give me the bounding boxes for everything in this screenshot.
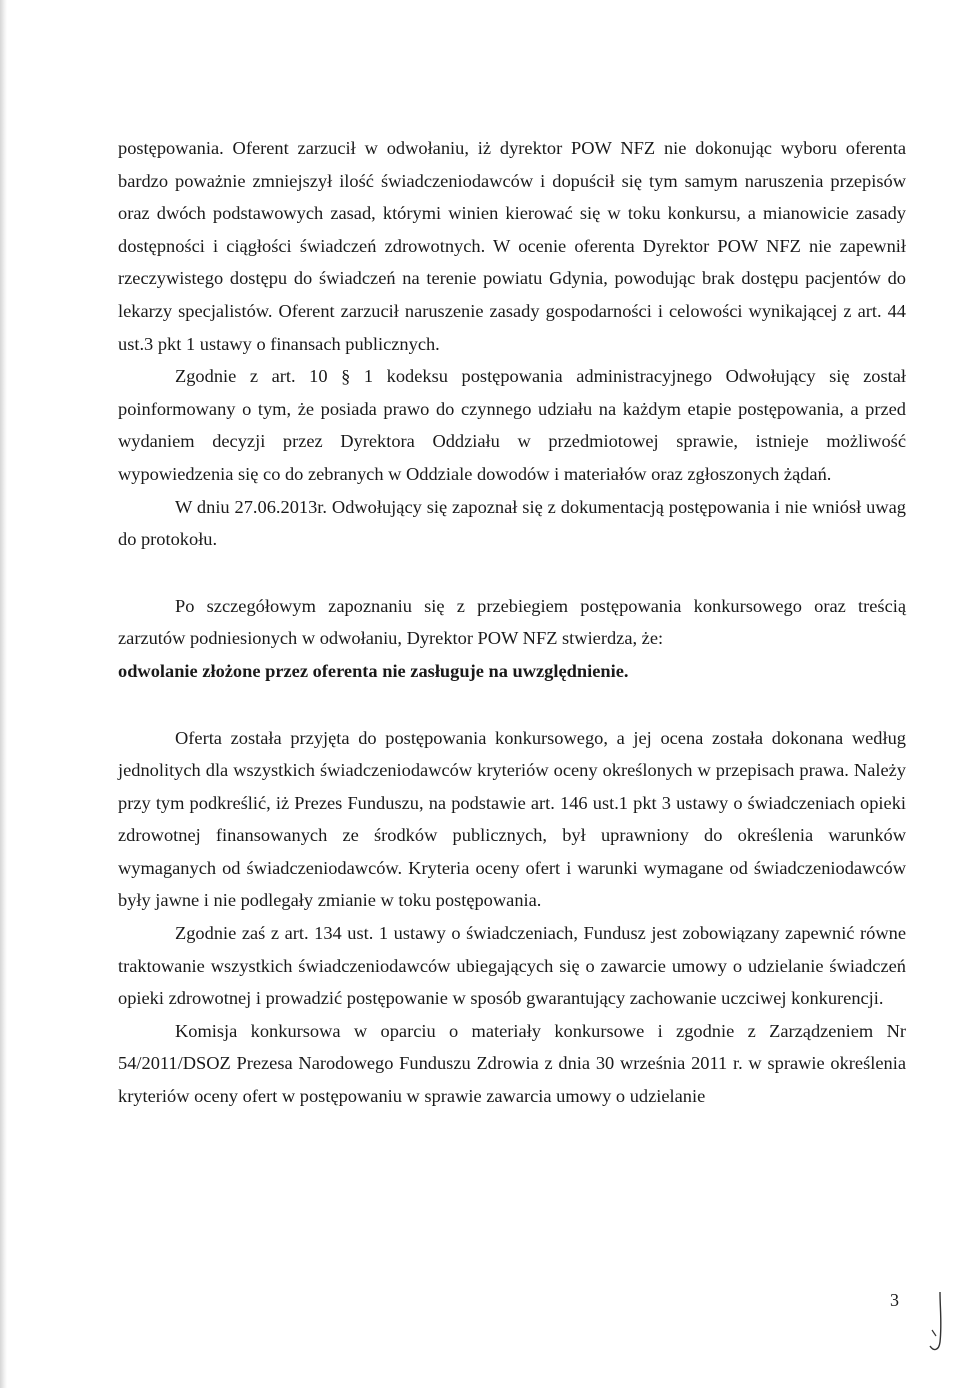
- paragraph-offer-evaluation: Oferta została przyjęta do postępowania konkursowego, a jej ocena została dokonana według jednolitych dla wszystkich świadczeniodawców kryteriów oceny określonych w przepisach prawa. Należy przy tym podkreślić, iż Prezes Funduszu, na podstawie art. 146 ust.1 pkt 3 ustawy o świadczeniach opieki zdrowotnej finansowanych ze środków publicznych, był uprawniony do określenia warunków wymaganych od świadczeniodawców. Kryteria oceny ofert i warunki wymagane od świadczeniodawców były jawne i nie podlegały zmianie w toku postępowania.: [118, 727, 906, 911]
- paragraph-appeal-summary: postępowania. Oferent zarzucił w odwołaniu, iż dyrektor POW NFZ nie dokonując wyboru oferenta bardzo poważnie zmniejszył ilość świadczeniodawców i dopuścił się tym samym naruszenia przepisów oraz dwóch podstawowych zasad, którymi winien kierować się w toku konkursu, a mianowicie zasady dostępności i ciągłości świadczeń zdrowotnych. W ocenie oferenta Dyrektor POW NFZ nie zapewnił rzeczywistego dostępu do świadczeń na terenie powiatu Gdynia, powodując brak dostępu pacjentów do lekarzy specjalistów. Oferent zarzucił naruszenie zasady gospodarności i celowości wynikającej z art. 44 ust.3 pkt 1 ustawy o finansach publicznych.: [118, 138, 906, 354]
- paragraph-kpa-article: Zgodnie z art. 10 § 1 kodeksu postępowania administracyjnego Odwołujący się został poinformowany o tym, że posiada prawo do czynnego udziału na każdym etapie postępowania, a przed wydaniem decyzji przez Dyrektora Oddziału w przedmiotowej sprawie, istnieje możliwość wypowiedzenia się co do zebranych w Oddziale dowodów i materiałów oraz zgłoszonych żądań.: [118, 366, 906, 484]
- paragraph-equal-treatment: Zgodnie zaś z art. 134 ust. 1 ustawy o świadczeniach, Fundusz jest zobowiązany zapewnić równe traktowanie wszystkich świadczeniodawców ubiegających się o zawarcie umowy o udzielanie świadczeń opieki zdrowotnej i prowadzić postępowanie w sposób gwarantujący zachowanie uczciwej konkurencji.: [118, 923, 906, 1009]
- document-page: [118, 132, 906, 1113]
- signature-mark: [918, 1290, 954, 1360]
- paragraph-committee: Komisja konkursowa w oparciu o materiały konkursowe i zgodnie z Zarządzeniem Nr 54/2011/DSOZ Prezesa Narodowego Funduszu Zdrowia z dnia 30 września 2011 r. w sprawie określenia kryteriów oceny ofert w postępowaniu w sprawie zawarcia umowy o udzielanie: [118, 1020, 906, 1107]
- paragraph-director-statement: Po szczegółowym zapoznaniu się z przebiegiem postępowania konkursowego oraz treścią zarzutów podniesionych w odwołaniu, Dyrektor POW NFZ stwierdza, że:: [118, 595, 906, 649]
- scan-edge-shadow: [0, 0, 7, 1388]
- paragraph-decision: odwolanie złożone przez oferenta nie zasługuje na uwzględnienie.: [118, 660, 629, 681]
- page-number: 3: [890, 1290, 899, 1310]
- paragraph-protocol-date: W dniu 27.06.2013r. Odwołujący się zapoznał się z dokumentacją postępowania i nie wniósł uwag do protokołu.: [118, 496, 906, 550]
